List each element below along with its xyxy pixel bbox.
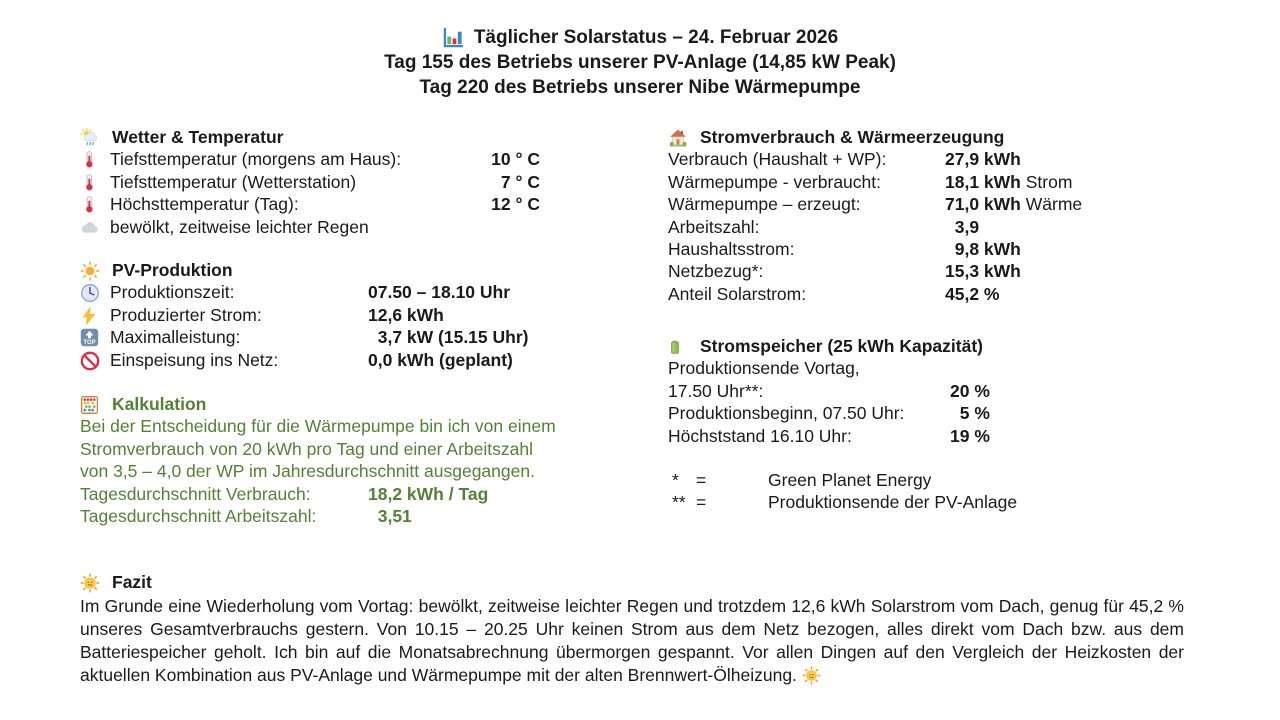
consumption-suffix: Strom [1020,171,1073,192]
pv-row [80,281,580,303]
pv-label: Maximalleistung: [110,327,241,348]
storage-value: 20 % [950,380,990,401]
consumption-label: Anteil Solarstrom: [668,283,807,304]
no-entry-icon [80,351,100,371]
pv-value: 12,6 kWh [368,304,444,325]
consumption-value: 27,9 kWh [945,149,1021,170]
page-title: Täglicher Solarstatus – 24. Februar 2026 [473,27,839,48]
consumption-label: Wärmepumpe - verbraucht: [668,171,881,192]
house-icon [668,128,688,148]
storage-value: 5 % [950,403,990,424]
sun-behind-rain-cloud-icon [80,128,100,148]
weather-row [80,148,580,170]
lightning-icon [80,306,98,326]
kalkulation-row [80,505,580,527]
consumption-value: 9,8 kWh [945,238,1021,259]
pv-value: 07.50 – 18.10 Uhr [368,282,511,303]
battery-icon [668,337,682,357]
consumption-value: 18,1 kWh [945,171,1021,192]
storage-label: Produktionsende Vortag, [668,358,860,379]
consumption-row [668,148,1128,170]
consumption-row [668,283,1128,305]
pv-row [80,349,580,371]
kalkulation-paragraph: Bei der Entscheidung für die Wärmepumpe bin ich von einem Stromverbrauch von 20 kWh pro Tag und einer Arbeitszahl von 3,5 – 4,0 der WP im Jahresdurchschnitt ausgegangen. [80,416,556,482]
weather-label: Tiefsttemperatur (morgens am Haus): [110,149,402,170]
footnote-row [668,469,1148,491]
pv-title: PV-Produktion [112,260,233,280]
storage-value: 19 % [950,425,990,446]
consumption-row [668,260,1128,282]
weather-value: 10 ° C [491,149,540,170]
sun-face-icon [802,666,821,685]
footnote-text: Green Planet Energy [768,470,932,490]
weather-title: Wetter & Temperatur [112,127,284,147]
consumption-label: Arbeitszahl: [668,216,760,237]
section-fazit [80,571,1184,686]
clock-icon [80,283,100,303]
consumption-row [668,238,1128,260]
fazit-header [80,571,1184,593]
top-icon [80,328,99,347]
pv-label: Einspeisung ins Netz: [110,349,279,370]
svg-text:TOP: TOP [83,340,96,347]
kalkulation-label: Tagesdurchschnitt Arbeitszahl: [80,506,317,526]
footnote-symbol: ** [672,492,686,513]
consumption-label: Haushaltsstrom: [668,238,795,259]
consumption-row [668,171,1128,193]
pv-header [80,259,580,281]
consumption-label: Netzbezug*: [668,261,764,282]
pv-value: 0,0 kWh (geplant) [368,349,513,370]
footnote-symbol: * [672,470,679,490]
pv-value: 3,7 kW (15.15 Uhr) [368,327,529,348]
kalkulation-title: Kalkulation [112,394,207,414]
pv-label: Produktionszeit: [110,282,235,303]
consumption-row [668,193,1128,215]
footnote-text: Produktionsende der PV-Anlage [768,492,1018,513]
weather-row [80,171,580,193]
thermometer-icon [80,195,98,214]
pv-row [80,304,580,326]
consumption-value: 15,3 kWh [945,261,1021,282]
kalkulation-value: 3,51 [368,506,412,526]
footnote-equals: = [696,470,707,490]
consumption-label: Wärmepumpe – erzeugt: [668,194,861,215]
sun-face-icon [80,573,100,593]
storage-header [668,335,1128,357]
storage-row [668,357,1128,379]
weather-label: Höchsttemperatur (Tag): [110,194,299,215]
kalkulation-value: 18,2 kWh / Tag [368,483,489,504]
storage-row [668,402,1128,424]
weather-condition: bewölkt, zeitweise leichter Regen [110,216,369,237]
title-line-3: Tag 220 des Betriebs unserer Nibe Wärmepumpe [419,77,861,98]
consumption-value: 71,0 kWh [945,194,1021,215]
thermometer-icon [80,173,98,192]
thermometer-icon [80,150,98,169]
consumption-row [668,216,1128,238]
storage-label-continued: 17.50 Uhr**: [668,380,764,401]
consumption-value: 3,9 [945,216,980,237]
weather-label: Tiefsttemperatur (Wetterstation) [110,171,357,192]
weather-header [80,126,580,148]
consumption-title: Stromverbrauch & Wärmeerzeugung [700,127,1005,147]
weather-row [80,216,580,238]
storage-label: Produktionsbeginn, 07.50 Uhr: [668,403,905,424]
bar-chart-icon [442,26,465,49]
kalkulation-row [80,483,580,505]
sun-icon [80,261,100,281]
consumption-label: Verbrauch (Haushalt + WP): [668,149,887,170]
consumption-suffix: Wärme [1020,194,1083,215]
storage-title: Stromspeicher (25 kWh Kapazität) [700,336,983,356]
weather-value: 7 ° C [500,171,540,192]
fazit-title: Fazit [112,572,152,592]
storage-row [668,425,1128,447]
storage-label: Höchststand 16.10 Uhr: [668,425,852,446]
abacus-icon [80,395,99,415]
cloud-icon [80,218,100,238]
consumption-value: 45,2 % [945,283,1000,304]
kalkulation-label: Tagesdurchschnitt Verbrauch: [80,483,311,504]
section-kalkulation [80,393,580,527]
footnote-equals: = [696,492,707,513]
fazit-paragraph [80,595,1184,686]
section-consumption [668,126,1128,305]
pv-row [80,326,580,348]
section-weather [80,126,580,238]
footnote-row [668,491,1148,513]
title-line-1 [0,25,1280,50]
title-line-2: Tag 155 des Betriebs unserer PV-Anlage (14,85 kW Peak) [384,52,896,73]
kalkulation-header [80,393,580,415]
storage-row [668,380,1128,402]
footnotes [668,469,1148,514]
pv-label: Produzierter Strom: [110,304,262,325]
section-storage [668,335,1128,447]
title-block [0,25,1280,100]
consumption-header [668,126,1128,148]
weather-row [80,193,580,215]
weather-value: 12 ° C [491,194,540,215]
section-pv-production [80,259,580,371]
fazit-text: Im Grunde eine Wiederholung vom Vortag: bewölkt, zeitweise leichter Regen und trotzdem 12,6 kWh Solarstrom vom Dach, genug für 45,2 % unseres Gesamtverbrauchs gestern. Von 10.15 – 20.25 Uhr keinen Strom aus dem Netz bezogen, alles direkt vom Dach bzw. aus dem Batteriespeicher geholt. Ich bin auf die Monatsabrechnung übermorgen gespannt. Vor allen Dingen auf den Vergleich der Heizkosten der aktuellen Kombination aus PV-Anlage und Wärmepumpe mit der alten Brennwert-Ölheizung. [80,596,1184,685]
